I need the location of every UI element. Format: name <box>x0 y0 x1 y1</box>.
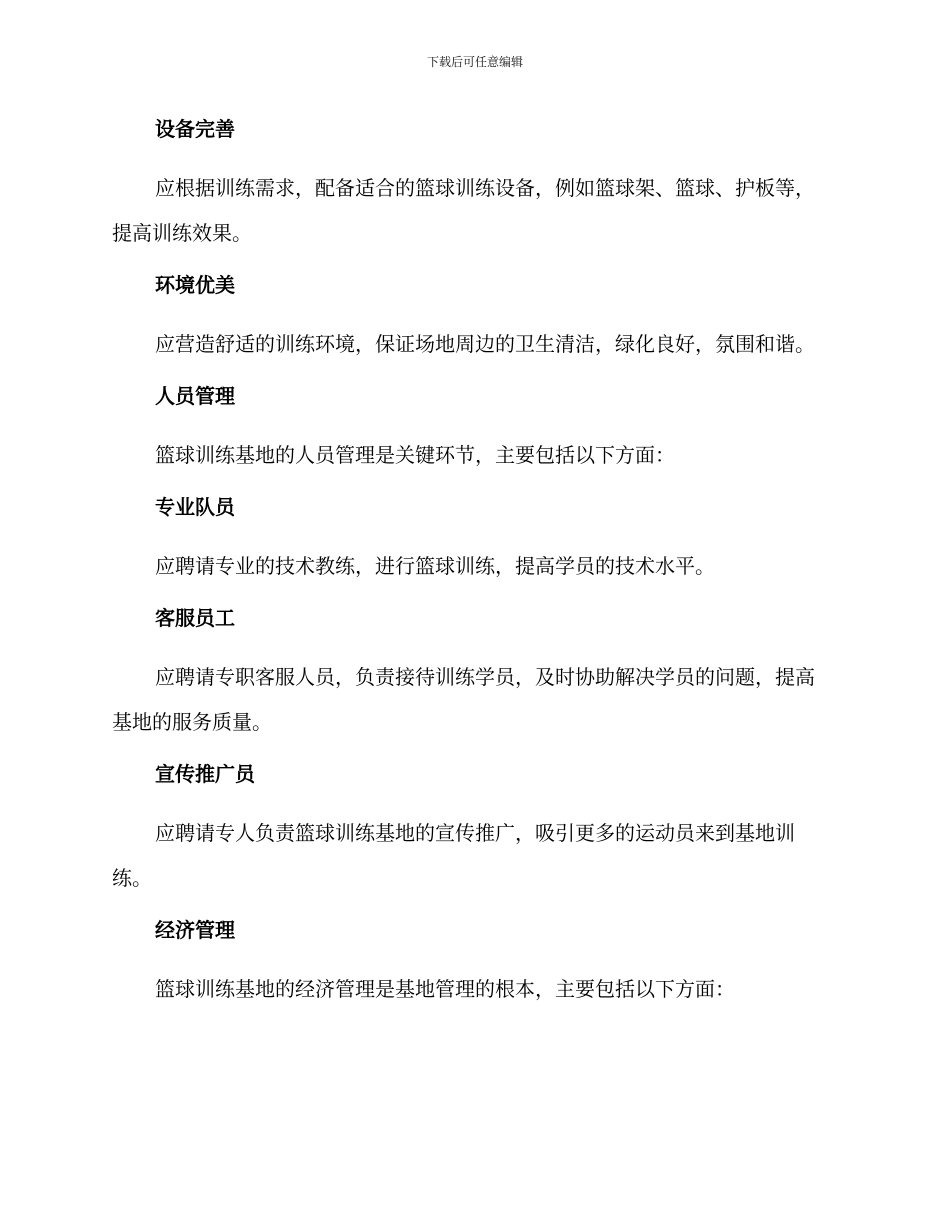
section-heading-personnel: 人员管理 <box>155 384 235 408</box>
page-header: 下载后可任意编辑 <box>426 55 523 69</box>
section-heading-professional-staff: 专业队员 <box>155 495 235 519</box>
section-heading-promotion: 宣传推广员 <box>155 762 255 786</box>
section-heading-customer-service: 客服员工 <box>155 606 235 630</box>
paragraph-environment: 应营造舒适的训练环境，保证场地周边的卫生清洁，绿化良好，氛围和谐。 <box>155 332 815 356</box>
paragraph-promotion: 应聘请专人负责篮球训练基地的宣传推广，吸引更多的运动员来到基地训练。 <box>112 821 795 890</box>
document-body <box>112 112 830 1024</box>
paragraph-personnel: 篮球训练基地的人员管理是关键环节，主要包括以下方面： <box>155 443 675 467</box>
section-heading-equipment: 设备完善 <box>155 117 235 141</box>
paragraph-economic: 篮球训练基地的经济管理是基地管理的根本，主要包括以下方面： <box>155 977 735 1001</box>
section-heading-economic: 经济管理 <box>155 918 235 942</box>
paragraph-customer-service: 应聘请专职客服人员，负责接待训练学员，及时协助解决学员的问题，提高基地的服务质量。 <box>112 665 815 734</box>
paragraph-equipment: 应根据训练需求，配备适合的篮球训练设备，例如篮球架、篮球、护板等，提高训练效果。 <box>112 176 815 245</box>
paragraph-professional-staff: 应聘请专业的技术教练，进行篮球训练，提高学员的技术水平。 <box>155 554 715 578</box>
section-heading-environment: 环境优美 <box>155 273 235 297</box>
